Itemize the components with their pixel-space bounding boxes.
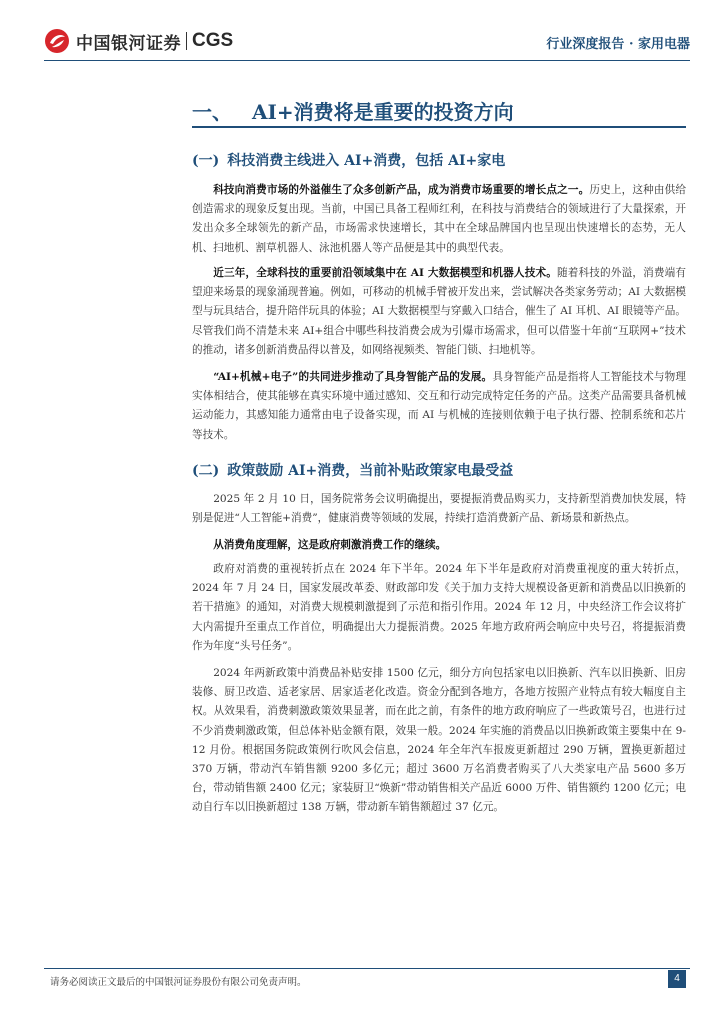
report-type-label: 行业深度报告 · 家用电器 — [546, 37, 690, 52]
subsection-number: (二) — [192, 463, 220, 479]
footer-disclaimer: 请务必阅读正文最后的中国银河证券股份有限公司免责声明。 — [50, 977, 307, 988]
logo-separator — [186, 32, 187, 50]
paragraph-lead: “AI+机械+电子”的共同进步推动了具身智能产品的发展。 — [213, 371, 493, 383]
subsection-heading-1 — [192, 150, 505, 170]
paragraph-body: 历史上，这种由供给创造需求的现象反复出现。当前，中国已具备工程师红利，在科技与消费结合的领域进行了大量探索，开发出众多全球领先的新产品，市场需求快速增长，其中在全球品牌国内也呈现出快速增长的态势，无人机、扫地机、割草机器人、泳池机器人等产品便是其中的典型代表。 — [192, 184, 687, 254]
logo-text-en: CGS — [192, 30, 234, 51]
paragraph: 2025 年 2 月 10 日，国务院常务会议明确提出，要提振消费品购买力，支持新型消费加快发展，特别是促进“人工智能+消费”，健康消费等领域的发展，持续打造消费新产品、新场景和新热点。 — [192, 493, 686, 525]
section-number: 一、 — [192, 100, 232, 124]
paragraph: 2024 年两新政策中消费品补贴安排 1500 亿元，细分方向包括家电以旧换新、汽车以旧换新、旧房装修、厨卫改造、适老家居、居家适老化改造。资金分配到各地方，各地方按照产业特点有较大幅度自主权。从效果看，消费刺激政策效果显著，而在此之前，有条件的地方政府响应了一些政策号召，也进行过不少消费刺激政策，但总体补贴金额有限，效果一般。2024 年实施的消费品以旧换新政策主要集中在 9-12 月份。根据国务院政策例行吹风会信息，2024 年全年汽车报废更新超过 290 万辆，置换更新超过 370 万辆，带动汽车销售额 9200 多亿元；超过 3600 万名消费者购买了八大类家电产品 5600 多万台，带动销售额 2400 亿元；家装厨卫“焕新”带动销售相关产品近 6000 万件、销售额约 1200 亿元；电动自行车以旧换新超过 138 万辆，带动新车销售额超过 37 亿元。 — [192, 667, 686, 814]
paragraph — [192, 181, 686, 258]
section-heading — [192, 96, 514, 125]
paragraph — [192, 264, 686, 360]
page-header — [0, 0, 724, 60]
subsection-title: 科技消费主线进入 AI+消费，包括 AI+家电 — [227, 153, 506, 169]
header-divider — [44, 60, 690, 61]
paragraph — [192, 368, 686, 445]
paragraph-body: 具身智能产品是指将人工智能技术与物理实体相结合，使其能够在真实环境中通过感知、交互和行动完成特定任务的产品。这类产品需要具备机械运动能力，其感知能力通常由电子设备实现，而 AI 与机械的连接则依赖于电子执行器、控制系统和芯片等技术。 — [192, 371, 686, 441]
logo-text-cn: 中国银河证券 — [76, 33, 181, 54]
company-logo — [44, 28, 233, 54]
paragraph-lead: 科技向消费市场的外溢催生了众多创新产品，成为消费市场重要的增长点之一。 — [213, 184, 590, 196]
subsection-title: 政策鼓励 AI+消费，当前补贴政策家电最受益 — [227, 463, 514, 479]
section-divider — [192, 126, 686, 128]
paragraph-lead: 近三年，全球科技的重要前沿领域集中在 AI 大数据模型和机器人技术。 — [213, 267, 557, 279]
paragraph-bold: 从消费角度理解，这是政府刺激消费工作的继续。 — [213, 539, 447, 551]
page-number: 4 — [668, 970, 686, 988]
section-title: AI+消费将是重要的投资方向 — [252, 100, 514, 124]
paragraph-body: 随着科技的外溢，消费端有望迎来场景的现象涌现普遍。例如，可移动的机械手臂被开发出来，尝试解决各类家务劳动；AI 大数据模型与玩具结合，提升陪伴玩具的体验；AI 大数据模型与穿戴入口结合，催生了 AI 耳机、AI 眼镜等产品。尽管我们尚不清楚未来 AI+组合中哪些科技消费会成为引爆市场需求，但可以借鉴十年前“互联网+”技术的推动，诸多创新消费品得以普及，如网络视频类、智能门锁、扫地机等。 — [192, 267, 686, 356]
footer-divider — [44, 968, 690, 969]
subsection-heading-2 — [192, 460, 513, 480]
galaxy-logo-icon — [44, 28, 70, 54]
paragraph: 政府对消费的重视转折点在 2024 年下半年。2024 年下半年是政府对消费重视度的重大转折点，2024 年 7 月 24 日，国家发展改革委、财政部印发《关于加力支持大规模设备更新和消费品以旧换新的若干措施》的通知，对消费大规模刺激提到了示范和指引作用。2024 年 12 月，中央经济工作会议将扩大内需提升至重点工作首位，明确提出大力提振消费。2025 年地方政府两会响应中央号召，将提振消费作为年度“头号任务”。 — [192, 563, 686, 652]
subsection-number: (一) — [192, 153, 220, 169]
